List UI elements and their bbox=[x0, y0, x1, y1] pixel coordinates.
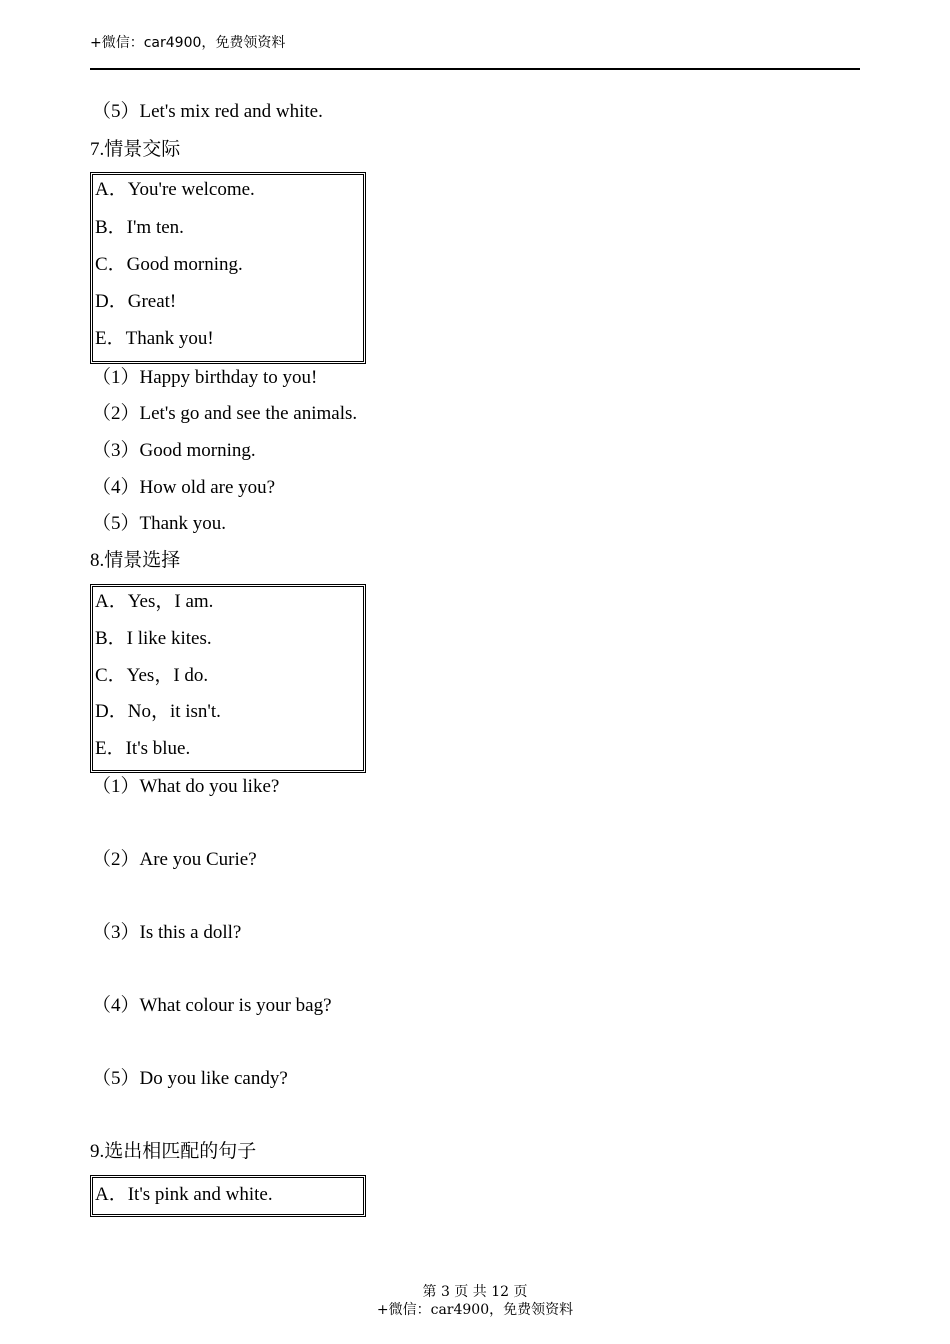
q7-item-5: （5）Thank you. bbox=[92, 513, 227, 534]
q8-item-5: （5）Do you like candy? bbox=[92, 1068, 288, 1089]
q9-option-a: A．It's pink and white. bbox=[95, 1184, 273, 1205]
q8-option-a: A．Yes，I am. bbox=[95, 591, 214, 612]
q7-option-b: B．I'm ten. bbox=[95, 217, 184, 238]
header-divider bbox=[90, 68, 860, 70]
q7-title: 7.情景交际 bbox=[90, 139, 181, 160]
q8-item-4: （4）What colour is your bag? bbox=[92, 995, 332, 1016]
q8-options-box bbox=[90, 584, 366, 773]
q8-item-3: （3）Is this a doll? bbox=[92, 922, 242, 943]
prev-question-item-5: （5）Let's mix red and white. bbox=[92, 101, 323, 122]
q8-item-2: （2）Are you Curie? bbox=[92, 849, 257, 870]
q7-item-1: （1）Happy birthday to you! bbox=[92, 367, 318, 388]
q8-title: 8.情景选择 bbox=[90, 550, 181, 571]
q7-item-3: （3）Good morning. bbox=[92, 440, 256, 461]
q7-item-2: （2）Let's go and see the animals. bbox=[92, 403, 358, 424]
footer-watermark: +微信：car4900，免费领资料 bbox=[376, 1302, 574, 1318]
q7-option-d: D．Great! bbox=[95, 291, 177, 312]
q8-option-b: B．I like kites. bbox=[95, 628, 212, 649]
header-watermark: +微信：car4900，免费领资料 bbox=[90, 35, 286, 51]
q7-option-e: E．Thank you! bbox=[95, 328, 214, 349]
q8-option-d: D．No，it isn't. bbox=[95, 701, 221, 722]
q9-title: 9.选出相匹配的句子 bbox=[90, 1141, 257, 1162]
q7-option-c: C．Good morning. bbox=[95, 254, 243, 275]
q7-item-4: （4）How old are you? bbox=[92, 477, 276, 498]
q7-options-box bbox=[90, 172, 366, 364]
q8-option-c: C．Yes，I do. bbox=[95, 665, 209, 686]
q9-options-box bbox=[90, 1175, 366, 1217]
q8-item-1: （1）What do you like? bbox=[92, 776, 280, 797]
q7-option-a: A．You're welcome. bbox=[95, 179, 255, 200]
q8-option-e: E．It's blue. bbox=[95, 738, 191, 759]
page-number: 第 3 页 共 12 页 bbox=[422, 1284, 528, 1300]
